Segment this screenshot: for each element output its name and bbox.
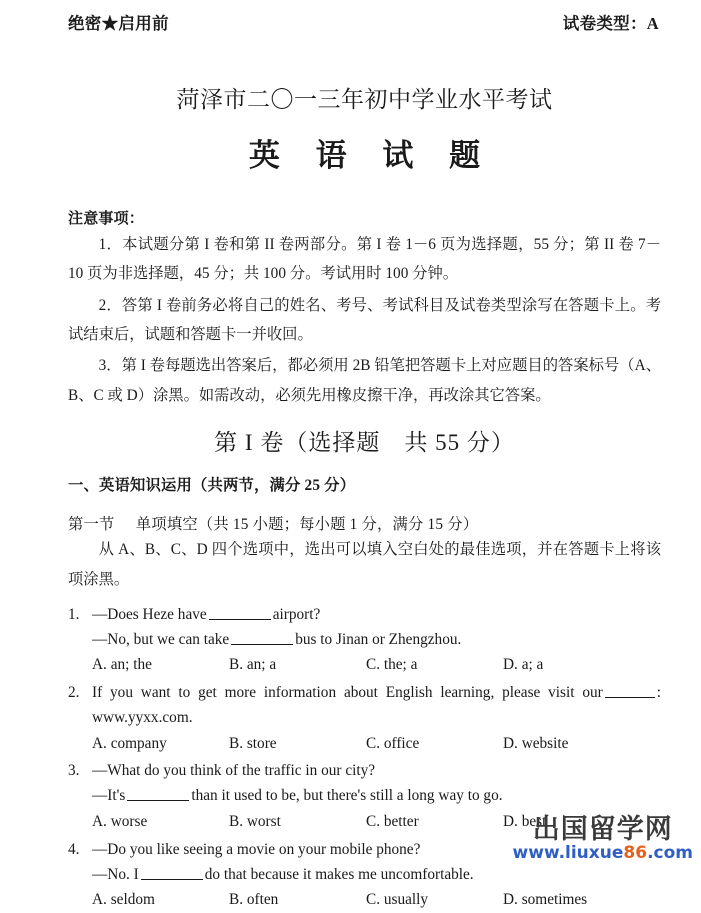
question-number: 1. — [68, 605, 80, 623]
subsection-title: 单项填空（共 15 小题；每小题 1 分，满分 15 分） — [135, 516, 479, 534]
option-b[interactable]: B. worst — [229, 813, 281, 830]
option-a[interactable]: A. seldom — [92, 891, 155, 909]
section-instruction: 从 A、B、C、D 四个选项中，选出可以填入空白处的最佳选项，并在答题卡上将该项涂黑。 — [68, 541, 661, 588]
option-a[interactable]: A. company — [92, 734, 167, 752]
question-number: 4. — [68, 840, 80, 858]
option-row — [92, 653, 661, 678]
question-text-part: —No. I — [92, 865, 139, 883]
section-heading: 一、英语知识运用（共两节，满分 25 分） — [68, 477, 356, 495]
option-a[interactable]: A. worse — [92, 813, 148, 830]
question-stem — [68, 838, 661, 863]
subsection-heading — [68, 512, 661, 534]
question-text-part: : — [656, 684, 661, 702]
option-c[interactable]: C. office — [366, 734, 420, 752]
watermark-url-suffix: .com — [647, 843, 693, 863]
question-item — [68, 681, 661, 756]
part-one-heading: 第 I 卷（选择题 共 55 分） — [214, 430, 515, 456]
notice-item-3: 3．第 I 卷每题选出答案后，都必须用 2B 铅笔把答题卡上对应题目的答案标号（A、B、C 或 D）涂黑。如需改动，必须先用橡皮擦干净，再改涂其它答案。 — [68, 357, 661, 404]
question-number: 3. — [68, 762, 80, 780]
option-row — [92, 732, 661, 757]
question-stem-line2 — [92, 628, 661, 653]
question-stem — [68, 759, 661, 784]
confidential-label: 绝密★启用前 — [68, 14, 169, 33]
watermark-url-prefix: www.liuxue — [512, 843, 624, 863]
answer-blank — [127, 800, 189, 801]
option-b[interactable]: B. store — [229, 734, 277, 752]
question-item — [68, 759, 661, 834]
notice-item-1: 1．本试题分第 I 卷和第 II 卷两部分。第 I 卷 1－6 页为选择题，55 分；第 II 卷 7－10 页为非选择题，45 分；共 100 分。考试用时 100 分钟。 — [68, 236, 661, 283]
option-c[interactable]: C. better — [366, 813, 419, 830]
question-stem-line2 — [92, 784, 661, 809]
option-row — [92, 810, 661, 835]
page-header — [68, 0, 661, 34]
option-d[interactable]: D. best — [503, 813, 547, 830]
option-a[interactable]: A. an; the — [92, 656, 152, 674]
paper-type-label: 试卷类型：A — [562, 14, 659, 33]
option-d[interactable]: D. website — [503, 734, 569, 752]
option-d[interactable]: D. sometimes — [503, 891, 588, 909]
subsection-label: 第一节 — [68, 516, 115, 534]
option-b[interactable]: B. often — [229, 891, 279, 909]
option-b[interactable]: B. an; a — [229, 656, 277, 674]
answer-blank — [605, 697, 655, 698]
question-stem — [68, 603, 661, 628]
answer-blank — [231, 644, 293, 645]
watermark-site-name: 出国留学网 — [532, 814, 673, 845]
answer-blank — [141, 879, 203, 880]
question-text-part: —No, but we can take — [92, 630, 230, 648]
question-text-part: airport? — [272, 605, 321, 623]
question-text-part: —What do you think of the traffic in our city? — [92, 762, 376, 780]
option-d[interactable]: D. a; a — [503, 656, 544, 674]
question-text-part: than it used to be, but there's still a long way to go. — [191, 787, 503, 805]
notice-item-2: 2．答第 I 卷前务必将自己的姓名、考号、考试科目及试卷类型涂写在答题卡上。考试结束后，试题和答题卡一并收回。 — [68, 296, 661, 344]
answer-blank — [209, 619, 271, 620]
option-c[interactable]: C. the; a — [366, 656, 418, 674]
notices-heading: 注意事项： — [68, 211, 145, 227]
question-number: 2. — [68, 684, 80, 702]
question-item — [68, 603, 661, 678]
subject-title: 英 语 试 题 — [248, 138, 495, 173]
question-list — [68, 603, 661, 913]
option-c[interactable]: C. usually — [366, 891, 429, 909]
watermark-url-highlight: 86 — [623, 843, 648, 863]
question-text-part: If you want to get more information about English learning, please visit our — [92, 684, 603, 702]
question-item — [68, 838, 661, 913]
question-stem-line2: www.yyxx.com. — [92, 708, 193, 726]
question-text-part: —Does Heze have — [92, 605, 207, 623]
exam-title: 菏泽市二〇一三年初中学业水平考试 — [176, 87, 553, 112]
question-text-part: do that because it makes me uncomfortable. — [204, 865, 474, 883]
question-text-part: —Do you like seeing a movie on your mobile phone? — [92, 840, 421, 858]
question-stem-line2 — [92, 863, 661, 888]
option-row — [92, 888, 661, 913]
question-text-part: bus to Jinan or Zhengzhou. — [295, 630, 462, 648]
question-text-part: —It's — [92, 787, 126, 805]
question-stem — [68, 681, 661, 706]
